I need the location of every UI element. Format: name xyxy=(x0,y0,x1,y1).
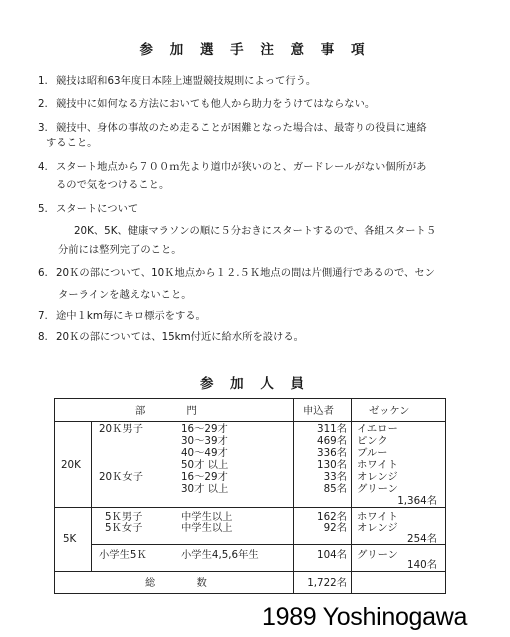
rule-number: 1. xyxy=(38,75,48,87)
page-title: 参 加 選 手 注 意 事 項 xyxy=(139,42,371,58)
age-range: 中学生以上 xyxy=(181,522,233,534)
entry-count: 104名 xyxy=(317,549,347,561)
rule-3-continued: すること。 xyxy=(46,137,98,149)
bib-color: オレンジ xyxy=(357,522,398,534)
subtotal-elementary: 140名 xyxy=(407,559,437,571)
group-label-5k: 5K xyxy=(63,533,77,545)
bib-color: オレンジ xyxy=(357,471,398,483)
table-divider xyxy=(55,507,445,508)
table-divider xyxy=(55,571,445,572)
table-divider xyxy=(91,421,92,571)
participants-title: 参 加 人 員 xyxy=(199,376,311,392)
table-divider xyxy=(293,399,294,593)
age-range: 中学生以上 xyxy=(181,511,233,523)
age-range: 16～29才 xyxy=(181,471,228,483)
entry-count: 85名 xyxy=(323,483,347,495)
bib-color: イエロー xyxy=(357,423,398,435)
caption: 1989 Yoshinogawa xyxy=(262,603,468,631)
rule-number: 4. xyxy=(38,161,48,173)
age-range: 50才 以上 xyxy=(181,459,229,471)
entry-count: 162名 xyxy=(317,511,347,523)
rule-text: 20Ｋの部については、15km付近に給水所を設ける。 xyxy=(56,331,304,343)
table-divider xyxy=(351,399,352,593)
bib-color: グリーン xyxy=(357,549,398,561)
sub-division: 5Ｋ男子 xyxy=(105,511,143,523)
entry-count: 311名 xyxy=(317,423,347,435)
sub-division: 20Ｋ男子 xyxy=(99,423,143,435)
entry-count: 130名 xyxy=(317,459,347,471)
rule-text: 競技中、身体の事故のため走ることが困難となった場合は、最寄りの役員に連絡 xyxy=(56,122,427,134)
grand-total-count: 1,722名 xyxy=(307,577,347,589)
header-entries: 申込者 xyxy=(303,405,334,417)
age-range: 小学生4,5,6年生 xyxy=(181,549,259,561)
rule-number: 7. xyxy=(38,310,48,322)
subtotal-20k: 1,364名 xyxy=(397,495,437,507)
rule-4-continued: るので気をつけること。 xyxy=(56,179,170,191)
bib-color: ブルー xyxy=(357,447,388,459)
sub-division: 5Ｋ女子 xyxy=(105,522,143,534)
rule-number: 5. xyxy=(38,203,48,215)
rule-number: 8. xyxy=(38,331,48,343)
bib-color: ホワイト xyxy=(357,511,398,523)
age-range: 16～29才 xyxy=(181,423,228,435)
participants-table xyxy=(54,398,446,594)
entry-count: 33名 xyxy=(323,471,347,483)
rule-number: 6. xyxy=(38,267,48,279)
group-label-20k: 20K xyxy=(61,459,81,471)
entry-count: 336名 xyxy=(317,447,347,459)
rule-5-line-2: 20K、5K、健康マラソンの順に５分おきにスタートするので、各組スタート５ xyxy=(74,225,437,237)
rule-text: スタートについて xyxy=(56,203,139,215)
age-range: 30～39才 xyxy=(181,435,228,447)
sub-division: 20Ｋ女子 xyxy=(99,471,143,483)
age-range: 40～49才 xyxy=(181,447,228,459)
rule-number: 3. xyxy=(38,122,48,134)
rule-text: 競技は昭和63年度日本陸上連盟競技規則によって行う。 xyxy=(56,75,317,87)
grand-total-label: 総 数 xyxy=(145,577,207,589)
entry-count: 469名 xyxy=(317,435,347,447)
header-bib: ゼッケン xyxy=(369,405,410,417)
entry-count: 92名 xyxy=(323,522,347,534)
rule-text: 20Ｋの部について、10Ｋ地点から１２.５Ｋ地点の間は片側通行であるので、セン xyxy=(56,267,435,279)
subtotal-5k: 254名 xyxy=(407,533,437,545)
rule-5-line-3: 分前には整列完了のこと。 xyxy=(58,244,182,256)
bib-color: ピンク xyxy=(357,435,388,447)
bib-color: ホワイト xyxy=(357,459,398,471)
rule-text: スタート地点から７００ｍ先より道巾が狭いのと、ガードレールがない個所があ xyxy=(56,161,427,173)
rule-text: 競技中に如何なる方法においても他人から助力をうけてはならない。 xyxy=(56,98,376,110)
sub-division: 小学生5Ｋ xyxy=(99,549,147,561)
rule-number: 2. xyxy=(38,98,48,110)
age-range: 30才 以上 xyxy=(181,483,229,495)
header-division: 部 門 xyxy=(135,405,197,417)
table-divider xyxy=(55,421,445,422)
rule-6-continued: ターラインを越えないこと。 xyxy=(58,289,192,301)
bib-color: グリーン xyxy=(357,483,398,495)
rule-text: 途中１km毎にキロ標示をする。 xyxy=(56,310,206,322)
